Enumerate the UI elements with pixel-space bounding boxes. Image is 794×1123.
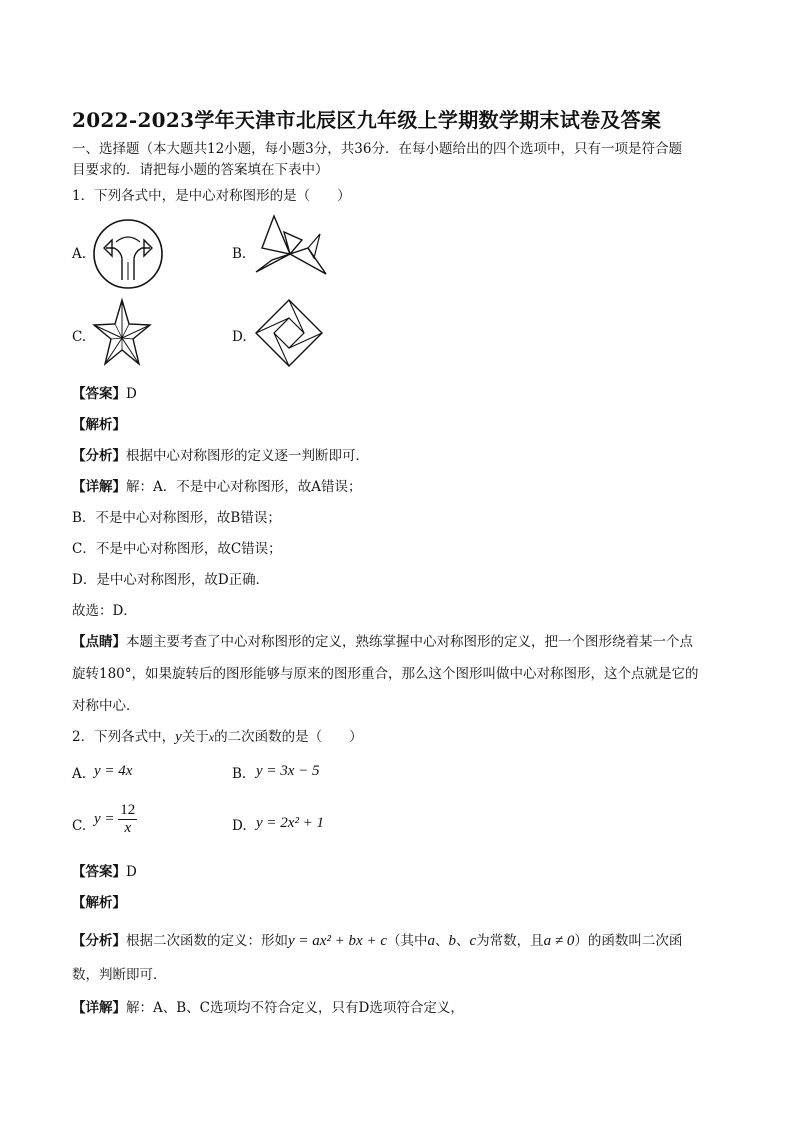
q2-option-c-lhs: y = [94,811,119,827]
xiangjie-text: 解：A、B、C选项均不符合定义，只有D选项符合定义， [126,1000,464,1016]
fenxi-tag: 【分析】 [72,448,126,464]
q1-dianjing-line3: 对称中心． [72,698,140,714]
answer-value: D [126,864,137,880]
q2-answer [72,862,137,882]
q1-jiexi-tag: 【解析】 [72,417,126,433]
fenxi-text-post: ）的函数叫二次函 [574,933,683,949]
circle-arrows-figure [92,218,164,290]
q2-var-x: x [208,730,215,744]
answer-tag: 【答案】 [72,864,126,880]
q1-option-c-label: C. [72,329,87,345]
fenxi-sep2: 、 [456,933,470,949]
q2-question-pre: 2．下列各式中， [72,729,176,745]
xiangjie-line: 解：A．不是中心对称图形，故A错误； [126,479,362,495]
q2-fenxi [72,931,682,951]
q2-question [72,727,363,747]
q1-xiangjie-line-b: B．不是中心对称图形，故B错误； [72,510,281,526]
q2-option-b-expr: y = 3x − 5 [256,763,320,779]
q1-option-a-label: A. [72,246,87,262]
q1-xiangjie-line-c: C．不是中心对称图形，故C错误； [72,541,282,557]
q1-dianjing [72,632,693,652]
fenxi-text-pre: 根据二次函数的定义：形如 [126,933,288,949]
q1-question: 1．下列各式中，是中心对称图形的是（ ） [72,188,351,204]
xiangjie-tag: 【详解】 [72,479,126,495]
dianjing-tag: 【点睛】 [72,634,126,650]
q1-option-d-label: D. [232,329,247,345]
q2-question-post: 的二次函数的是（ ） [214,729,363,745]
answer-tag: 【答案】 [72,386,126,402]
q2-option-c-label: C. [72,818,87,834]
q1-xiangjie [72,477,362,497]
fenxi-var-a: a [427,933,435,949]
answer-value: D [126,386,137,402]
five-point-star-figure [92,298,152,368]
q2-jiexi-tag: 【解析】 [72,895,126,911]
q1-fenxi [72,446,369,466]
q2-option-a-label: A. [72,766,87,782]
fraction-denominator: x [124,820,132,836]
q1-xiangjie-conclusion: 故选：D． [72,603,137,619]
section-instructions-line2: 目要求的．请把每小题的答案填在下表中） [72,162,329,178]
q2-option-b-label: B. [232,766,247,782]
fraction [118,802,137,837]
q2-option-c-expr [94,802,137,837]
xiangjie-tag: 【详解】 [72,1000,126,1016]
fenxi-tag: 【分析】 [72,933,126,949]
q2-option-d-label: D. [232,818,247,834]
fenxi-expr: y = ax² + bx + c [288,933,387,949]
q2-option-a-expr: y = 4x [94,763,133,779]
square-pinwheel-figure [254,298,324,368]
dianjing-text: 本题主要考查了中心对称图形的定义，熟练掌握中心对称图形的定义，把一个图形绕着某一个点 [126,634,693,650]
fenxi-var-c: c [469,933,477,949]
section-instructions-line1: 一、选择题（本大题共12小题，每小题3分，共36分．在每小题给出的四个选项中，只有一项是符合题 [72,141,682,157]
q1-option-b-label: B. [232,246,247,262]
fraction-numerator: 12 [120,802,136,818]
q1-dianjing-line2: 旋转180°，如果旋转后的图形能够与原来的图形重合，那么这个图形叫做中心对称图形，这个点就是它的 [72,666,699,682]
fenxi-var-b: b [448,933,456,949]
fenxi-text-mid2: 为常数，且 [476,933,544,949]
q1-xiangjie-line-d: D．是中心对称图形，故D正确． [72,572,270,588]
q2-fenxi-line2: 数，判断即可． [72,967,167,983]
q2-option-d-expr: y = 2x² + 1 [256,815,325,831]
q1-answer [72,384,137,404]
fenxi-sep1: 、 [435,933,449,949]
fenxi-text-mid1: （其中 [387,933,428,949]
fenxi-text: 根据中心对称图形的定义逐一判断即可． [126,448,369,464]
fenxi-condition: a ≠ 0 [543,933,575,949]
q2-xiangjie [72,998,464,1018]
pinwheel-triangles-figure [254,214,328,280]
q2-question-mid: 关于 [181,729,209,745]
page-title: 2022-2023学年天津市北辰区九年级上学期数学期末试卷及答案 [72,108,662,132]
q2-var-y: y [175,729,182,745]
